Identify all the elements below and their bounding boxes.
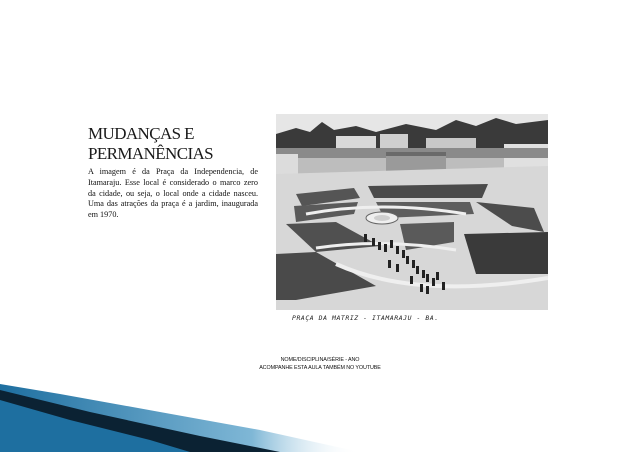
footer-line1: NOME/DISCIPLINA/SÉRIE - ANO <box>280 357 360 363</box>
photo-caption: PRAÇA DA MATRIZ - ITAMARAJU - BA. <box>292 314 439 322</box>
slide-title-line1: MUDANÇAS E <box>88 124 194 143</box>
slide-title-line2: PERMANÊNCIAS <box>88 144 214 163</box>
slide-body-text: A imagem é da Praça da Independencia, de Itamaraju. Esse local é considerado o marco zero da cidade, ou seja, o local onde a cidade nasceu. Uma das atrações da praça é a jardim, inaugurada em 1970. <box>88 167 258 220</box>
footer-line2: ACOMPANHE ESTA AULA TAMBÉM NO YOUTUBE <box>259 365 381 371</box>
